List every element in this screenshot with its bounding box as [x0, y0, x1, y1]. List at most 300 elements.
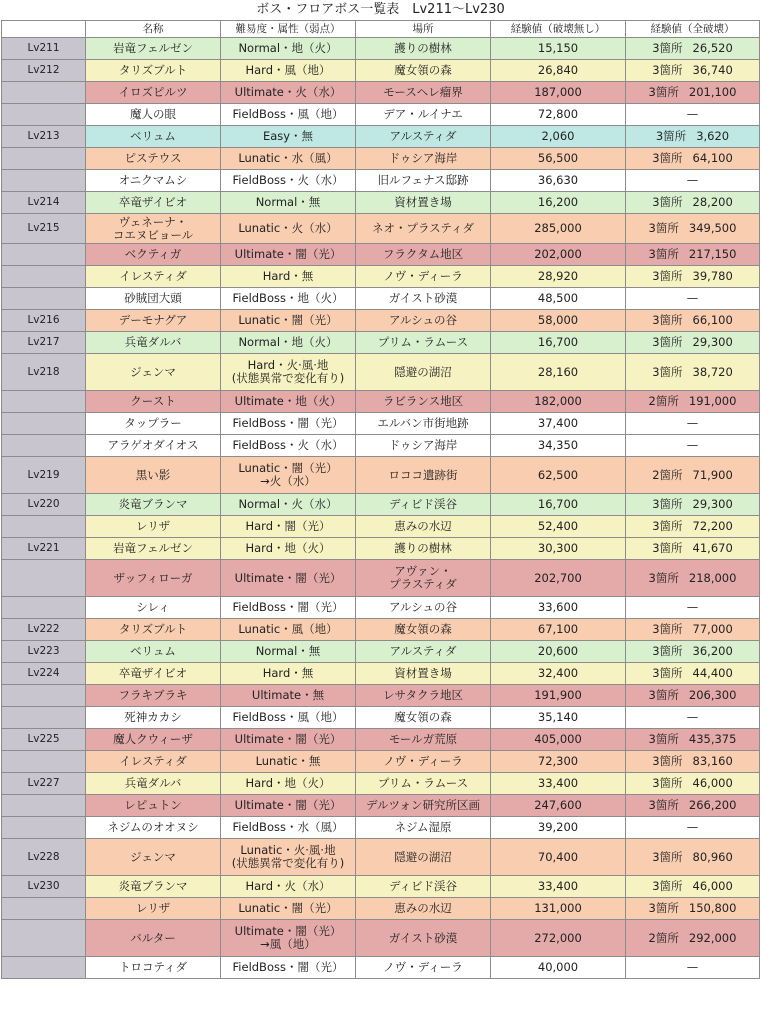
break-count: 3箇所 — [652, 519, 683, 533]
name-cell: 炎竜ブランマ — [86, 876, 221, 898]
break-count: 3箇所 — [652, 269, 683, 283]
level-cell: Lv215 — [2, 214, 86, 244]
table-row — [2, 244, 760, 266]
exp-cell: 32,400 — [491, 663, 626, 685]
break-count: 3箇所 — [655, 129, 687, 143]
exp-cell: 20,600 — [491, 641, 626, 663]
full-exp-value: 292,000 — [688, 930, 737, 945]
full-exp-cell — [626, 839, 760, 876]
full-exp-cell — [626, 920, 760, 957]
exp-cell: 28,920 — [491, 266, 626, 288]
name-cell: レリザ — [86, 516, 221, 538]
location-cell: 魔女領の森 — [356, 60, 491, 82]
table-row — [2, 751, 760, 773]
break-count: 3箇所 — [652, 776, 683, 790]
exp-cell: 52,400 — [491, 516, 626, 538]
attribute-cell: Lunatic・火·風·地 (状態異常で変化有り) — [221, 839, 356, 876]
exp-cell: 48,500 — [491, 288, 626, 310]
attribute-cell: Hard・無 — [221, 663, 356, 685]
level-cell — [2, 148, 86, 170]
attribute-cell: Normal・地（火） — [221, 332, 356, 354]
full-exp-cell — [626, 663, 760, 685]
table-row — [2, 435, 760, 457]
table-row — [2, 148, 760, 170]
full-exp-cell — [626, 619, 760, 641]
name-cell: タリズブルト — [86, 619, 221, 641]
table-row — [2, 619, 760, 641]
break-count: 3箇所 — [652, 879, 683, 893]
level-cell — [2, 82, 86, 104]
break-count: 3箇所 — [652, 644, 683, 658]
location-cell: ネジム湿原 — [356, 817, 491, 839]
level-cell — [2, 560, 86, 597]
full-exp-value: 41,670 — [692, 541, 733, 555]
attribute-cell: FieldBoss・地（火） — [221, 288, 356, 310]
level-cell: Lv220 — [2, 494, 86, 516]
full-exp-cell — [626, 288, 760, 310]
name-cell: ベクティガ — [86, 244, 221, 266]
level-cell: Lv227 — [2, 773, 86, 795]
full-exp-cell — [626, 148, 760, 170]
level-cell — [2, 170, 86, 192]
location-cell: 隠避の湖沼 — [356, 839, 491, 876]
name-cell: 黒い影 — [86, 457, 221, 494]
header-location: 場所 — [356, 21, 491, 38]
break-count: 2箇所 — [652, 467, 683, 482]
location-cell: 資材置き場 — [356, 192, 491, 214]
break-count: 2箇所 — [648, 930, 679, 945]
location-cell: ガイスト砂漠 — [356, 288, 491, 310]
location-cell: 資材置き場 — [356, 663, 491, 685]
level-cell: Lv223 — [2, 641, 86, 663]
break-count: 3箇所 — [652, 754, 683, 768]
exp-cell: 36,630 — [491, 170, 626, 192]
break-count: 3箇所 — [648, 688, 679, 702]
name-cell: ジェンマ — [86, 839, 221, 876]
full-exp-value: 29,300 — [692, 497, 733, 511]
level-cell — [2, 244, 86, 266]
name-cell: レリザ — [86, 898, 221, 920]
full-exp-value: 83,160 — [692, 754, 733, 768]
level-cell — [2, 413, 86, 435]
location-cell: モールガ荒原 — [356, 729, 491, 751]
full-exp-value: 217,150 — [688, 247, 737, 261]
exp-cell: 33,600 — [491, 597, 626, 619]
location-cell: ノヴ・ディーラ — [356, 751, 491, 773]
level-cell: Lv211 — [2, 38, 86, 60]
full-exp-cell — [626, 751, 760, 773]
full-exp-cell — [626, 957, 760, 979]
exp-cell: 247,600 — [491, 795, 626, 817]
full-exp-cell — [626, 773, 760, 795]
full-exp-cell — [626, 82, 760, 104]
location-cell: 護りの樹林 — [356, 538, 491, 560]
table-row — [2, 876, 760, 898]
table-row — [2, 795, 760, 817]
full-exp-value: 28,200 — [692, 195, 733, 209]
full-exp-cell — [626, 354, 760, 391]
exp-cell: 202,000 — [491, 244, 626, 266]
full-exp-value: 80,960 — [692, 849, 733, 864]
attribute-cell: Lunatic・闇（光） — [221, 310, 356, 332]
full-exp-cell — [626, 707, 760, 729]
location-cell: 魔女領の森 — [356, 707, 491, 729]
exp-cell: 28,160 — [491, 354, 626, 391]
location-cell: デア・ルイナエ — [356, 104, 491, 126]
level-cell — [2, 597, 86, 619]
location-cell: ノヴ・ディーラ — [356, 266, 491, 288]
table-row — [2, 192, 760, 214]
exp-cell: 405,000 — [491, 729, 626, 751]
attribute-cell: Ultimate・火（水） — [221, 82, 356, 104]
table-row — [2, 597, 760, 619]
attribute-cell: Ultimate・闇（光） — [221, 795, 356, 817]
table-row — [2, 641, 760, 663]
table-row — [2, 773, 760, 795]
full-exp-cell — [626, 192, 760, 214]
full-exp-cell — [626, 104, 760, 126]
attribute-cell: FieldBoss・闇（光） — [221, 957, 356, 979]
attribute-cell: FieldBoss・風（地） — [221, 104, 356, 126]
exp-cell: 40,000 — [491, 957, 626, 979]
table-row — [2, 266, 760, 288]
full-exp-cell — [626, 391, 760, 413]
exp-cell: 62,500 — [491, 457, 626, 494]
full-exp-cell — [626, 126, 760, 148]
table-row — [2, 957, 760, 979]
table-row — [2, 82, 760, 104]
name-cell: シレィ — [86, 597, 221, 619]
name-cell: アラゲオダイオス — [86, 435, 221, 457]
full-exp-value: 38,720 — [692, 364, 733, 379]
table-row — [2, 413, 760, 435]
full-exp-value: 64,100 — [692, 151, 733, 165]
full-exp-cell — [626, 597, 760, 619]
table-row — [2, 332, 760, 354]
location-cell: 隠避の湖沼 — [356, 354, 491, 391]
full-exp-value: — — [686, 107, 699, 121]
location-cell: ドゥシア海岸 — [356, 435, 491, 457]
break-count: 3箇所 — [648, 901, 679, 915]
attribute-cell: Normal・無 — [221, 192, 356, 214]
table-row — [2, 494, 760, 516]
attribute-cell: FieldBoss・闇（光） — [221, 413, 356, 435]
attribute-cell: FieldBoss・水（風） — [221, 817, 356, 839]
exp-cell: 15,150 — [491, 38, 626, 60]
break-count: 3箇所 — [652, 364, 683, 379]
full-exp-value: — — [686, 438, 699, 452]
attribute-cell: Hard・火（水） — [221, 876, 356, 898]
full-exp-cell — [626, 435, 760, 457]
name-cell: 岩竜フェルゼン — [86, 38, 221, 60]
exp-cell: 187,000 — [491, 82, 626, 104]
exp-cell: 30,300 — [491, 538, 626, 560]
exp-cell: 72,800 — [491, 104, 626, 126]
table-row — [2, 538, 760, 560]
table-row — [2, 898, 760, 920]
table-row — [2, 817, 760, 839]
full-exp-value: 435,375 — [688, 732, 737, 746]
exp-cell: 37,400 — [491, 413, 626, 435]
break-count: 3箇所 — [648, 85, 679, 99]
level-cell — [2, 898, 86, 920]
full-exp-value: 39,780 — [692, 269, 733, 283]
exp-cell: 202,700 — [491, 560, 626, 597]
level-cell — [2, 707, 86, 729]
name-cell: 岩竜フェルゼン — [86, 538, 221, 560]
attribute-cell: Lunatic・無 — [221, 751, 356, 773]
table-row — [2, 457, 760, 494]
full-exp-value: 44,400 — [692, 666, 733, 680]
name-cell: イレスティダ — [86, 751, 221, 773]
name-cell: バルター — [86, 920, 221, 957]
name-cell: 魔人の眼 — [86, 104, 221, 126]
table-row — [2, 104, 760, 126]
level-cell — [2, 817, 86, 839]
full-exp-cell — [626, 729, 760, 751]
exp-cell: 72,300 — [491, 751, 626, 773]
full-exp-cell — [626, 641, 760, 663]
name-cell: ヴェネーナ・ コエヌビョール — [86, 214, 221, 244]
location-cell: デルツォン研究所区画 — [356, 795, 491, 817]
level-cell: Lv218 — [2, 354, 86, 391]
full-exp-cell — [626, 560, 760, 597]
level-cell — [2, 266, 86, 288]
level-cell: Lv228 — [2, 839, 86, 876]
break-count: 3箇所 — [652, 335, 683, 349]
exp-cell: 191,900 — [491, 685, 626, 707]
table-row — [2, 685, 760, 707]
name-cell: 卒竜ザイビオ — [86, 192, 221, 214]
table-row — [2, 729, 760, 751]
attribute-cell: Lunatic・風（地） — [221, 619, 356, 641]
location-cell: アルシュの谷 — [356, 310, 491, 332]
attribute-cell: Hard・闇（光） — [221, 516, 356, 538]
full-exp-value: 72,200 — [692, 519, 733, 533]
full-exp-cell — [626, 413, 760, 435]
exp-cell: 16,700 — [491, 332, 626, 354]
name-cell: 兵竜ダルバ — [86, 332, 221, 354]
attribute-cell: Lunatic・闇（光） →火（水） — [221, 457, 356, 494]
header-row — [2, 21, 760, 38]
attribute-cell: Hard・地（火） — [221, 538, 356, 560]
attribute-cell: Lunatic・火（水） — [221, 214, 356, 244]
location-cell: ロココ遺跡街 — [356, 457, 491, 494]
break-count: 3箇所 — [652, 151, 683, 165]
location-cell: アヴァン・ プラスティダ — [356, 560, 491, 597]
name-cell: タップラー — [86, 413, 221, 435]
name-cell: ピステウス — [86, 148, 221, 170]
full-exp-cell — [626, 516, 760, 538]
name-cell: デーモナグア — [86, 310, 221, 332]
name-cell: ジェンマ — [86, 354, 221, 391]
full-exp-value: 46,000 — [692, 776, 733, 790]
full-exp-cell — [626, 310, 760, 332]
name-cell: 砂賊団大頭 — [86, 288, 221, 310]
location-cell: 旧ルフェナス邸跡 — [356, 170, 491, 192]
header-attribute: 難易度・属性（弱点） — [221, 21, 356, 38]
full-exp-cell — [626, 170, 760, 192]
level-cell — [2, 435, 86, 457]
name-cell: クースト — [86, 391, 221, 413]
table-row — [2, 391, 760, 413]
level-cell: Lv225 — [2, 729, 86, 751]
full-exp-cell — [626, 795, 760, 817]
exp-cell: 33,400 — [491, 773, 626, 795]
table-row — [2, 288, 760, 310]
location-cell: ガイスト砂漠 — [356, 920, 491, 957]
full-exp-value: — — [686, 173, 699, 187]
attribute-cell: Easy・無 — [221, 126, 356, 148]
name-cell: タリズブルト — [86, 60, 221, 82]
name-cell: 魔人クウィーザ — [86, 729, 221, 751]
location-cell: アルシュの谷 — [356, 597, 491, 619]
table-row — [2, 920, 760, 957]
attribute-cell: Normal・無 — [221, 641, 356, 663]
attribute-cell: FieldBoss・火（水） — [221, 170, 356, 192]
full-exp-value: — — [686, 416, 699, 430]
attribute-cell: Normal・火（水） — [221, 494, 356, 516]
location-cell: アルスティダ — [356, 126, 491, 148]
full-exp-cell — [626, 38, 760, 60]
level-cell: Lv217 — [2, 332, 86, 354]
table-row — [2, 170, 760, 192]
full-exp-cell — [626, 244, 760, 266]
table-row — [2, 354, 760, 391]
break-count: 3箇所 — [652, 497, 683, 511]
break-count: 3箇所 — [652, 63, 683, 77]
table-row — [2, 707, 760, 729]
attribute-cell: FieldBoss・火（水） — [221, 435, 356, 457]
full-exp-cell — [626, 898, 760, 920]
break-count: 3箇所 — [652, 666, 683, 680]
header-level — [2, 21, 86, 38]
attribute-cell: FieldBoss・闇（光） — [221, 597, 356, 619]
attribute-cell: Ultimate・無 — [221, 685, 356, 707]
table-row — [2, 839, 760, 876]
full-exp-value: 36,200 — [692, 644, 733, 658]
full-exp-value: — — [686, 291, 699, 305]
full-exp-value: 150,800 — [688, 901, 737, 915]
exp-cell: 26,840 — [491, 60, 626, 82]
table-row — [2, 560, 760, 597]
name-cell: オニクマムシ — [86, 170, 221, 192]
full-exp-value: 349,500 — [688, 221, 737, 235]
header-name: 名称 — [86, 21, 221, 38]
level-cell — [2, 288, 86, 310]
location-cell: 護りの樹林 — [356, 38, 491, 60]
full-exp-cell — [626, 60, 760, 82]
full-exp-value: 66,100 — [692, 313, 733, 327]
break-count: 3箇所 — [652, 541, 683, 555]
attribute-cell: Ultimate・地（火） — [221, 391, 356, 413]
name-cell: ベリュム — [86, 641, 221, 663]
table-row — [2, 663, 760, 685]
exp-cell: 70,400 — [491, 839, 626, 876]
break-count: 3箇所 — [652, 849, 683, 864]
full-exp-cell — [626, 457, 760, 494]
full-exp-value: 191,000 — [688, 394, 737, 408]
location-cell: ドゥシア海岸 — [356, 148, 491, 170]
exp-cell: 56,500 — [491, 148, 626, 170]
location-cell: ノヴ・ディーラ — [356, 957, 491, 979]
full-exp-value: — — [686, 960, 699, 974]
attribute-cell: Lunatic・水（風） — [221, 148, 356, 170]
break-count: 3箇所 — [652, 41, 683, 55]
attribute-cell: Ultimate・闇（光） →風（地） — [221, 920, 356, 957]
full-exp-cell — [626, 214, 760, 244]
location-cell: 恵みの水辺 — [356, 516, 491, 538]
exp-cell: 39,200 — [491, 817, 626, 839]
break-count: 3箇所 — [648, 247, 679, 261]
location-cell: 魔女領の森 — [356, 619, 491, 641]
name-cell: ベリュム — [86, 126, 221, 148]
level-cell — [2, 685, 86, 707]
header-exp-full-break: 経験値（全破壊） — [626, 21, 760, 38]
name-cell: イロズピルツ — [86, 82, 221, 104]
full-exp-cell — [626, 332, 760, 354]
exp-cell: 182,000 — [491, 391, 626, 413]
table-row — [2, 214, 760, 244]
table-row — [2, 60, 760, 82]
location-cell: エルバン市街地跡 — [356, 413, 491, 435]
name-cell: 炎竜ブランマ — [86, 494, 221, 516]
location-cell: ディビド渓谷 — [356, 876, 491, 898]
exp-cell: 131,000 — [491, 898, 626, 920]
attribute-cell: Hard・地（火） — [221, 773, 356, 795]
exp-cell: 58,000 — [491, 310, 626, 332]
exp-cell: 67,100 — [491, 619, 626, 641]
table-row — [2, 516, 760, 538]
level-cell — [2, 957, 86, 979]
location-cell: ネオ・プラスティダ — [356, 214, 491, 244]
level-cell: Lv216 — [2, 310, 86, 332]
full-exp-value: 201,100 — [688, 85, 737, 99]
level-cell — [2, 751, 86, 773]
attribute-cell: Hard・火·風·地 (状態異常で変化有り) — [221, 354, 356, 391]
name-cell: トロコティダ — [86, 957, 221, 979]
level-cell: Lv222 — [2, 619, 86, 641]
full-exp-value: 218,000 — [688, 570, 737, 585]
level-cell: Lv219 — [2, 457, 86, 494]
full-exp-cell — [626, 817, 760, 839]
exp-cell: 33,400 — [491, 876, 626, 898]
full-exp-value: — — [686, 710, 699, 724]
name-cell: イレスティダ — [86, 266, 221, 288]
attribute-cell: Ultimate・闇（光） — [221, 244, 356, 266]
full-exp-value: 29,300 — [692, 335, 733, 349]
break-count: 3箇所 — [648, 732, 679, 746]
name-cell: 卒竜ザイビオ — [86, 663, 221, 685]
name-cell: レピュトン — [86, 795, 221, 817]
table-body — [2, 38, 760, 979]
full-exp-cell — [626, 538, 760, 560]
boss-table — [1, 20, 760, 979]
full-exp-cell — [626, 876, 760, 898]
level-cell: Lv221 — [2, 538, 86, 560]
location-cell: プリム・ラムース — [356, 332, 491, 354]
exp-cell: 16,700 — [491, 494, 626, 516]
attribute-cell: FieldBoss・風（地） — [221, 707, 356, 729]
full-exp-cell — [626, 685, 760, 707]
exp-cell: 272,000 — [491, 920, 626, 957]
name-cell: 兵竜ダルバ — [86, 773, 221, 795]
attribute-cell: Normal・地（火） — [221, 38, 356, 60]
location-cell: 恵みの水辺 — [356, 898, 491, 920]
break-count: 3箇所 — [648, 570, 679, 585]
exp-cell: 35,140 — [491, 707, 626, 729]
level-cell — [2, 795, 86, 817]
